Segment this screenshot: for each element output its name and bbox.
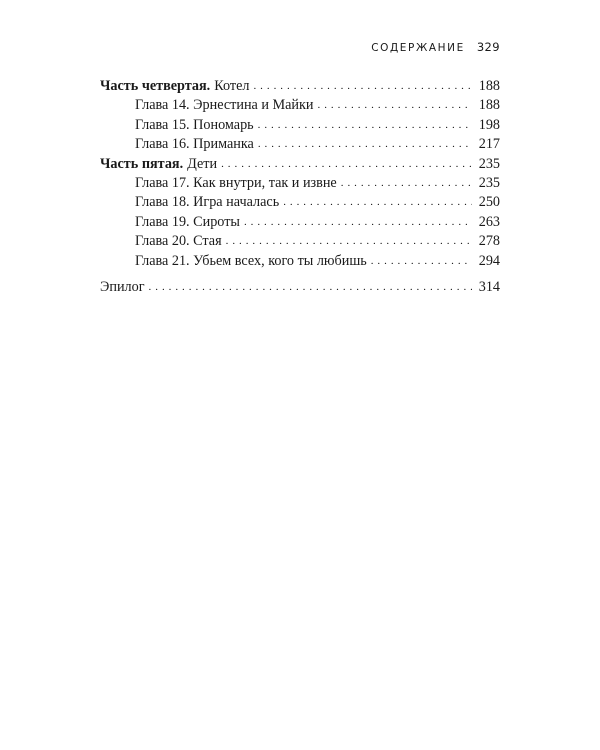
chapter-title: Глава 16. Приманка — [135, 136, 254, 153]
dot-leader — [253, 76, 472, 96]
toc-page-number: 278 — [478, 233, 500, 250]
part-title: Котел — [214, 78, 250, 94]
dot-leader — [258, 115, 472, 135]
dot-leader — [371, 251, 472, 271]
toc-page-number: 198 — [478, 116, 500, 133]
chapter-title: Глава 21. Убьем всех, кого ты любишь — [135, 252, 367, 269]
dot-leader — [226, 231, 472, 251]
toc-chapter-19[interactable] — [100, 213, 500, 232]
toc-page-number: 235 — [478, 155, 500, 172]
part-title: Дети — [187, 155, 218, 172]
running-header — [371, 40, 500, 54]
table-of-contents — [100, 77, 500, 297]
toc-page-number: 250 — [478, 194, 500, 211]
toc-chapter-18[interactable] — [100, 193, 500, 212]
chapter-title: Глава 17. Как внутри, так и извне — [135, 174, 337, 191]
part-label: Часть четвертая. — [100, 78, 211, 94]
toc-chapter-17[interactable] — [100, 174, 500, 193]
toc-chapter-20[interactable] — [100, 232, 500, 251]
chapter-title: Глава 20. Стая — [135, 233, 222, 250]
chapter-title: Глава 18. Игра началась — [135, 194, 280, 211]
dot-leader — [149, 277, 472, 297]
toc-epilogue[interactable] — [100, 278, 500, 297]
toc-page-number: 235 — [478, 174, 500, 191]
toc-page-number: 263 — [478, 213, 500, 230]
chapter-title: Глава 14. Эрнестина и Майки — [135, 97, 314, 114]
epilogue-title: Эпилог — [100, 278, 145, 295]
part-label: Часть пятая. — [100, 155, 184, 172]
toc-chapter-14[interactable] — [100, 96, 500, 115]
toc-chapter-16[interactable] — [100, 135, 500, 154]
toc-part-5[interactable] — [100, 155, 500, 174]
dot-leader — [244, 212, 472, 232]
toc-page-number: 188 — [478, 97, 500, 114]
chapter-title: Глава 19. Сироты — [135, 213, 240, 230]
toc-chapter-15[interactable] — [100, 116, 500, 135]
toc-page-number: 314 — [478, 278, 500, 295]
toc-part-4[interactable] — [100, 77, 500, 96]
running-title: СОДЕРЖАНИЕ — [371, 42, 465, 54]
dot-leader — [258, 134, 472, 154]
dot-leader — [221, 154, 472, 174]
chapter-title: Глава 15. Пономарь — [135, 116, 254, 133]
toc-page-number: 188 — [478, 78, 500, 94]
page-number: 329 — [476, 40, 500, 54]
dot-leader — [283, 192, 472, 212]
toc-chapter-21[interactable] — [100, 252, 500, 271]
toc-page-number: 294 — [478, 252, 500, 269]
dot-leader — [341, 173, 472, 193]
dot-leader — [318, 95, 472, 115]
toc-page-number: 217 — [478, 136, 500, 153]
